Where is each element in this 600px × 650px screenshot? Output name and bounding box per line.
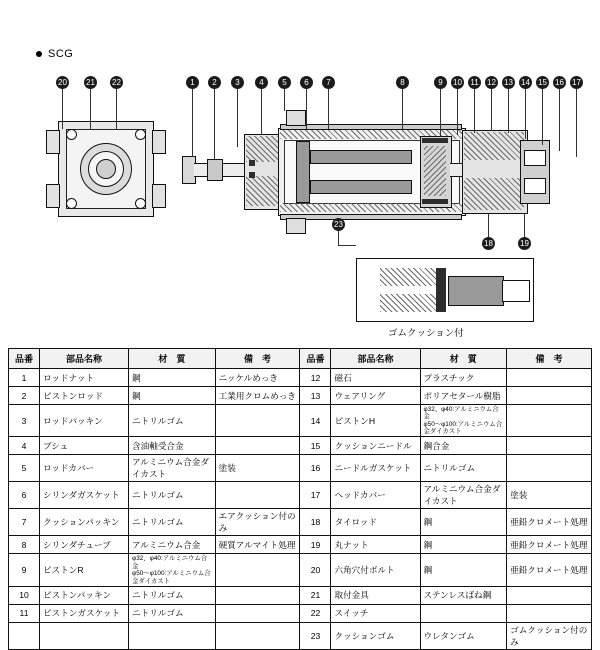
balloon-22: 22 [110,76,123,89]
cell-name-right: タイロッド [331,509,420,536]
cell-name-left: ロッドナット [40,369,129,387]
cell-remark-left [215,586,300,604]
leader-21 [90,89,91,129]
cell-name-right: 磁石 [331,369,420,387]
table-row [9,586,592,604]
balloon-9: 9 [434,76,447,89]
table-row [9,604,592,622]
balloon-3: 3 [231,76,244,89]
end-view-tab-right-top [152,130,166,154]
leader-23-horizontal [338,245,356,246]
cell-remark-right [507,369,592,387]
table-body [9,369,592,650]
balloon-20: 20 [56,76,69,89]
balloon-1: 1 [186,76,199,89]
cell-name-right: ニードルガスケット [331,455,420,482]
cell-material-left: ニトリルゴム [129,405,216,437]
cushion-needle-port [524,150,546,166]
end-view-tab-left-bottom [46,184,60,208]
end-view-bolt-hole-2 [135,129,146,140]
end-view-tab-left-top [46,130,60,154]
cell-remark-right: 塗装 [507,482,592,509]
cell-name-right: クッションニードル [331,437,420,455]
header-no-right: 品番 [300,349,331,369]
balloon-7: 7 [322,76,335,89]
end-view-bolt-hole-3 [66,198,77,209]
leader-11 [474,89,475,133]
table-row [9,554,592,586]
balloon-23: 23 [332,218,345,231]
header-name-left: 部品名称 [40,349,129,369]
cell-name-left: ピストンパッキン [40,586,129,604]
table-row [9,509,592,536]
cell-no-right: 16 [300,455,331,482]
cell-material-right: プラスチック [420,369,507,387]
cell-remark-right: 亜鉛クロメート処理 [507,554,592,586]
balloon-4: 4 [255,76,268,89]
tie-rod-bottom [280,214,462,220]
cell-name-right: クッションゴム [331,622,420,649]
cell-name-right: ピストンH [331,405,420,437]
leader-20 [62,89,63,129]
internal-shaft-top [310,150,412,164]
piston-packing-2 [422,199,448,204]
cell-no-left: 6 [9,482,40,509]
balloon-15: 15 [536,76,549,89]
balloon-13: 13 [502,76,515,89]
leader-18 [488,214,489,237]
leader-13 [508,89,509,133]
header-no-left: 品番 [9,349,40,369]
port-bottom [286,218,306,234]
cell-no-right: 14 [300,405,331,437]
leader-3 [237,89,238,147]
detail-piston [448,276,504,306]
cell-no-right: 15 [300,437,331,455]
cell-name-left: ロッドパッキン [40,405,129,437]
balloon-5: 5 [278,76,291,89]
balloon-12: 12 [485,76,498,89]
cell-material-right: 鋼 [420,536,507,554]
cell-no-left: 4 [9,437,40,455]
table-header-row [9,349,592,369]
leader-2 [214,89,215,159]
detail-cushion-rubber [436,268,446,312]
cell-name-left: ロッドカバー [40,455,129,482]
cell-name-left: ピストンロッド [40,387,129,405]
cell-remark-left [215,554,300,586]
leader-17 [576,89,577,157]
cell-material-left: φ32、φ40:アルミニウム合金 φ50～φ100:アルミニウム合金ダイカスト [129,554,216,586]
cell-no-right: 22 [300,604,331,622]
cell-material-left: 鋼 [129,369,216,387]
cell-remark-right: ゴムクッション付のみ [507,622,592,649]
header-remark-left: 備 考 [215,349,300,369]
leader-1 [192,89,193,157]
cell-material-left: ニトリルゴム [129,586,216,604]
cell-remark-right [507,437,592,455]
detail-hatch-bottom [380,294,436,312]
cell-remark-left [215,405,300,437]
cell-name-right: スイッチ [331,604,420,622]
cell-remark-right [507,586,592,604]
cell-material-left: 鋼 [129,387,216,405]
balloon-18: 18 [482,237,495,250]
cell-remark-right: 亜鉛クロメート処理 [507,509,592,536]
balloon-8: 8 [396,76,409,89]
cell-remark-left: 硬質アルマイト処理 [215,536,300,554]
cell-name-left [40,622,129,649]
cell-remark-left: エアクッション付のみ [215,509,300,536]
cell-remark-left [215,437,300,455]
cell-material-right: φ32、φ40:アルミニウム合金 φ50～φ100:アルミニウム合金ダイカスト [420,405,507,437]
cell-no-left: 3 [9,405,40,437]
cell-no-left: 5 [9,455,40,482]
cell-material-left: ニトリルゴム [129,482,216,509]
cell-material-left: 含油軸受合金 [129,437,216,455]
balloon-21: 21 [84,76,97,89]
leader-10 [457,89,458,135]
rod-packing-2 [249,172,255,178]
piston-packing [422,138,448,143]
cell-material-left [129,622,216,649]
leader-9 [440,89,441,137]
internal-rib [296,141,310,203]
cell-name-left: ブシュ [40,437,129,455]
leader-14 [525,89,526,139]
cell-no-left: 8 [9,536,40,554]
cell-no-left: 1 [9,369,40,387]
cell-material-right: 鋼 [420,509,507,536]
cell-no-left: 7 [9,509,40,536]
port-top [286,110,306,126]
cell-material-right: アルミニウム合金ダイカスト [420,482,507,509]
cell-name-right: ウェアリング [331,387,420,405]
cell-name-right: ヘッドカバー [331,482,420,509]
cell-no-right: 20 [300,554,331,586]
leader-16 [559,89,560,151]
header-material-right: 材 質 [420,349,507,369]
cell-remark-left [215,482,300,509]
table-row [9,536,592,554]
cell-remark-right [507,604,592,622]
balloon-14: 14 [519,76,532,89]
head-cover-hatch-bottom [464,178,524,210]
cell-material-left: ニトリルゴム [129,509,216,536]
leader-19 [524,214,525,237]
leader-6 [306,89,307,129]
cell-remark-right [507,387,592,405]
series-label: SCG [36,48,73,60]
tie-rod-top [280,124,462,130]
cell-no-right: 21 [300,586,331,604]
parts-table [8,348,592,650]
cell-name-left: シリンダガスケット [40,482,129,509]
end-view-bolt-hole-1 [66,129,77,140]
cell-material-right: ステンレスばね鋼 [420,586,507,604]
table-row [9,437,592,455]
head-cover-hatch-top [464,132,524,160]
cell-name-right: 取付金具 [331,586,420,604]
cell-material-left: ニトリルゴム [129,604,216,622]
table-row [9,455,592,482]
table-row [9,622,592,649]
needle-gasket-port [524,178,546,194]
cell-name-left: ピストンR [40,554,129,586]
end-view-bolt-hole-4 [135,198,146,209]
cell-no-right: 17 [300,482,331,509]
balloon-10: 10 [451,76,464,89]
cell-remark-left [215,604,300,622]
balloon-6: 6 [300,76,313,89]
cell-no-right: 12 [300,369,331,387]
cell-no-left [9,622,40,649]
cell-remark-right [507,405,592,437]
cell-name-left: ピストンガスケット [40,604,129,622]
cell-remark-left [215,622,300,649]
balloon-17: 17 [570,76,583,89]
cell-remark-left: 塗装 [215,455,300,482]
detail-cap [502,280,530,302]
cell-no-left: 11 [9,604,40,622]
cell-no-left: 2 [9,387,40,405]
rod-packing [249,160,255,166]
balloon-16: 16 [553,76,566,89]
table-row [9,405,592,437]
leader-7 [328,89,329,129]
cell-no-left: 10 [9,586,40,604]
cell-material-right: ニトリルゴム [420,455,507,482]
balloon-2: 2 [208,76,221,89]
cell-material-right: 鋼合金 [420,437,507,455]
cell-remark-left: 工業用クロムめっき [215,387,300,405]
detail-hatch-top [380,268,436,286]
header-material-left: 材 質 [129,349,216,369]
table-row [9,369,592,387]
cell-no-right: 23 [300,622,331,649]
cell-material-right: ポリアセタール樹脂 [420,387,507,405]
table-row [9,387,592,405]
internal-shaft-bottom [310,180,412,194]
table-row [9,482,592,509]
end-view-circle-bore [96,159,116,179]
cell-no-right: 13 [300,387,331,405]
leader-22 [116,89,117,129]
piston-hatch [424,146,446,196]
end-view-tab-right-bottom [152,184,166,208]
cell-material-right: 鋼 [420,554,507,586]
leader-8 [402,89,403,129]
cell-no-right: 19 [300,536,331,554]
balloon-11: 11 [468,76,481,89]
cell-name-right: 六角穴付ボルト [331,554,420,586]
detail-note: ゴムクッション付 [388,328,464,339]
balloon-19: 19 [518,237,531,250]
header-name-right: 部品名称 [331,349,420,369]
cell-no-right: 18 [300,509,331,536]
leader-12 [491,89,492,131]
header-remark-right: 備 考 [507,349,592,369]
cell-no-left: 9 [9,554,40,586]
cell-material-left: アルミニウム合金ダイカスト [129,455,216,482]
rod-cover-hatch-bottom [246,176,278,206]
leader-5 [284,89,285,111]
cell-name-left: シリンダチューブ [40,536,129,554]
cell-material-right: ウレタンゴム [420,622,507,649]
cell-remark-left: ニッケルめっき [215,369,300,387]
cell-remark-right [507,455,592,482]
leader-15 [542,89,543,145]
cell-name-right: 丸ナット [331,536,420,554]
rod-cover-hatch-top [246,136,278,162]
leader-23 [338,231,339,245]
leader-4 [261,89,262,135]
cell-material-right [420,604,507,622]
rod-shoulder [207,159,223,181]
cell-material-left: アルミニウム合金 [129,536,216,554]
cell-name-left: クッションパッキン [40,509,129,536]
cell-remark-right: 亜鉛クロメート処理 [507,536,592,554]
